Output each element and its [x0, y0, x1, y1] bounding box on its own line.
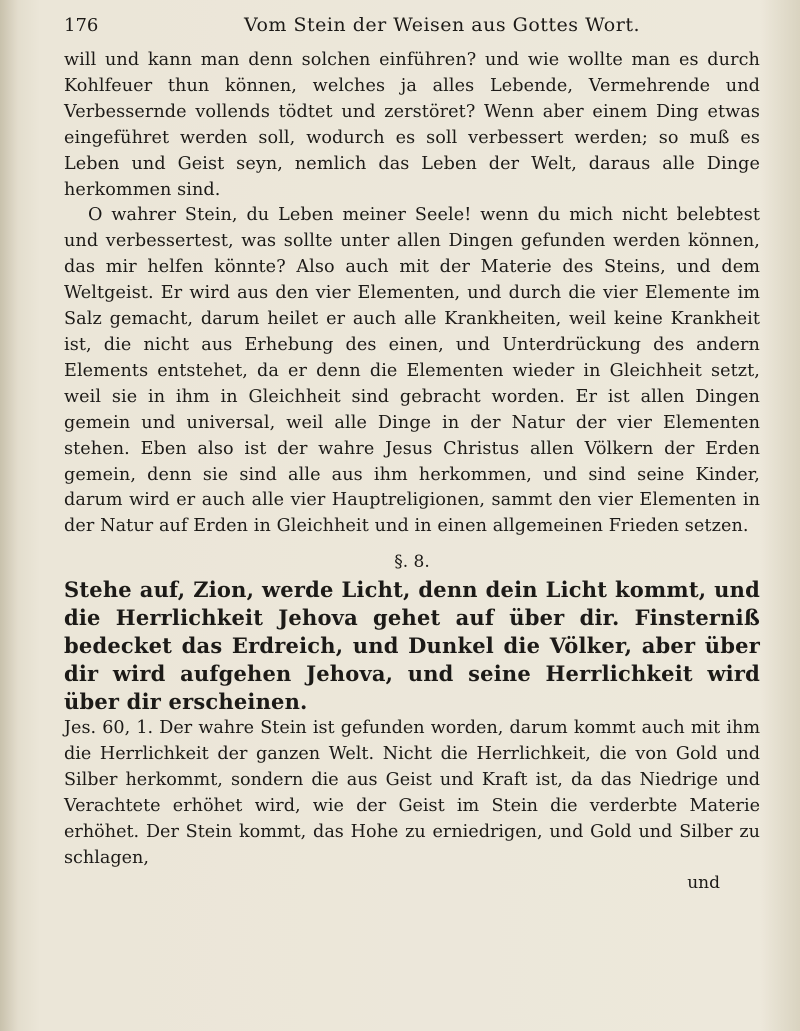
section-heading: §. 8.: [394, 552, 430, 573]
catchword: und: [687, 872, 720, 893]
page-number: 176: [64, 15, 99, 36]
paragraph: will und kann man denn solchen einführen? und wie wollte man es durch Kohlfeuer thun können, welches ja alles Lebende, Vermehrende und Verbessernde vollends tödtet und zerstöret? Wenn aber einem Ding etwas eingeführet werden soll, wodurch es soll verbessert werden; so muß es Leben und Geist seyn, nemlich das Leben der Welt, daraus alle Dinge herkommen sind.: [64, 50, 760, 200]
book-spine-shadow: [0, 0, 18, 1031]
main-text: [64, 48, 760, 540]
verse-text: Stehe auf, Zion, werde Licht, denn dein Licht kommt, und die Herrlichkeit Jehova gehet auf über dir. Finsterniß bedecket das Erdreich, und Dunkel die Völker, aber über dir wird aufgehen Jehova, und seine Herrlichkeit wird über dir erscheinen.: [64, 577, 760, 715]
scripture-verse: [64, 576, 760, 716]
running-head: Vom Stein der Weisen aus Gottes Wort.: [243, 14, 641, 36]
page-header: [64, 14, 760, 48]
paragraph-continuation: Jes. 60, 1. Der wahre Stein ist gefunden worden, darum kommt auch mit ihm die Herrlichkeit der ganzen Welt. Nicht die Herrlichkeit, die von Gold und Silber herkommt, sondern die aus Geist und Kraft ist, da das Niedrige und Verachtete erhöhet wird, wie der Geist im Stein die verderbte Materie erhöhet. Der Stein kommt, das Hohe zu erniedrigen, und Gold und Silber zu schlagen,: [64, 718, 760, 868]
paragraph: O wahrer Stein, du Leben meiner Seele! wenn du mich nicht belebtest und verbessertest, was sollte unter allen Dingen gefunden werden können, das mir helfen könnte? Also auch mit der Materie des Steins, und dem Weltgeist. Er wird aus den vier Elementen, und durch die vier Elemente im Salz gemacht, darum heilet er auch alle Krankheiten, weil keine Krankheit ist, die nicht aus Erhebung des einen, und Unterdrückung des andern Elements entstehet, da er denn die Elementen wieder in Gleichheit setzt, weil sie in ihm in Gleichheit sind gebracht worden. Er ist allen Dingen gemein und universal, weil alle Dinge in der Natur der vier Elementen stehen. Eben also ist der wahre Jesus Christus allen Völkern der Erden gemein, denn sie sind alle aus ihm herkommen, und sind seine Kinder, darum wird er auch alle vier Hauptreligionen, sammt den vier Elementen in der Natur auf Erden in Gleichheit und in einen allgemeinen Frieden setzen.: [64, 205, 760, 537]
